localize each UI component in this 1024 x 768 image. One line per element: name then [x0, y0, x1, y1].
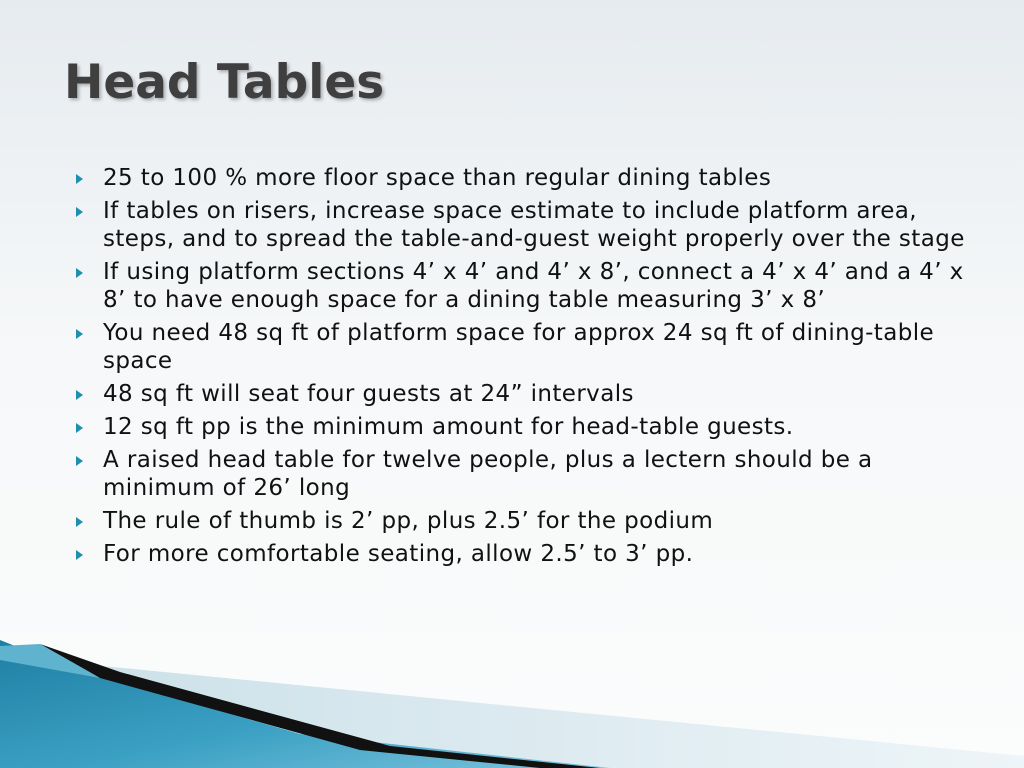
- bullet-triangle-icon: [76, 268, 83, 278]
- bullet-item: [76, 164, 976, 192]
- bullet-triangle-icon: [76, 390, 83, 400]
- bullet-list: [76, 164, 976, 573]
- bullet-text: You need 48 sq ft of platform space for approx 24 sq ft of dining-table space: [103, 320, 935, 374]
- bullet-triangle-icon: [76, 456, 83, 466]
- bullet-text: If using platform sections 4’ x 4’ and 4’ x 8’, connect a 4’ x 4’ and a 4’ x 8’ to have enough space for a dining table measuring 3’ x 8’: [103, 259, 964, 313]
- bullet-item: [76, 540, 976, 568]
- bullet-text: 48 sq ft will seat four guests at 24” intervals: [103, 381, 634, 407]
- bullet-text: A raised head table for twelve people, plus a lectern should be a minimum of 26’ long: [103, 447, 873, 501]
- bullet-item: [76, 197, 976, 253]
- bullet-item: [76, 507, 976, 535]
- bullet-item: [76, 258, 976, 314]
- bullet-triangle-icon: [76, 517, 83, 527]
- bullet-text: 12 sq ft pp is the minimum amount for head-table guests.: [103, 414, 794, 440]
- bullet-text: For more comfortable seating, allow 2.5’ to 3’ pp.: [103, 541, 694, 567]
- bullet-item: [76, 319, 976, 375]
- bullet-triangle-icon: [76, 174, 83, 184]
- bullet-triangle-icon: [76, 423, 83, 433]
- bullet-item: [76, 413, 976, 441]
- bullet-item: [76, 446, 976, 502]
- bullet-text: If tables on risers, increase space estimate to include platform area, steps, and to spread the table-and-guest weight properly over the stage: [103, 198, 965, 252]
- bullet-text: The rule of thumb is 2’ pp, plus 2.5’ for the podium: [103, 508, 714, 534]
- bullet-triangle-icon: [76, 207, 83, 217]
- bullet-text: 25 to 100 % more floor space than regular dining tables: [103, 165, 772, 191]
- decorative-wave: [0, 638, 1024, 768]
- bullet-item: [76, 380, 976, 408]
- bullet-triangle-icon: [76, 550, 83, 560]
- slide-title: Head Tables: [64, 55, 385, 110]
- bullet-triangle-icon: [76, 329, 83, 339]
